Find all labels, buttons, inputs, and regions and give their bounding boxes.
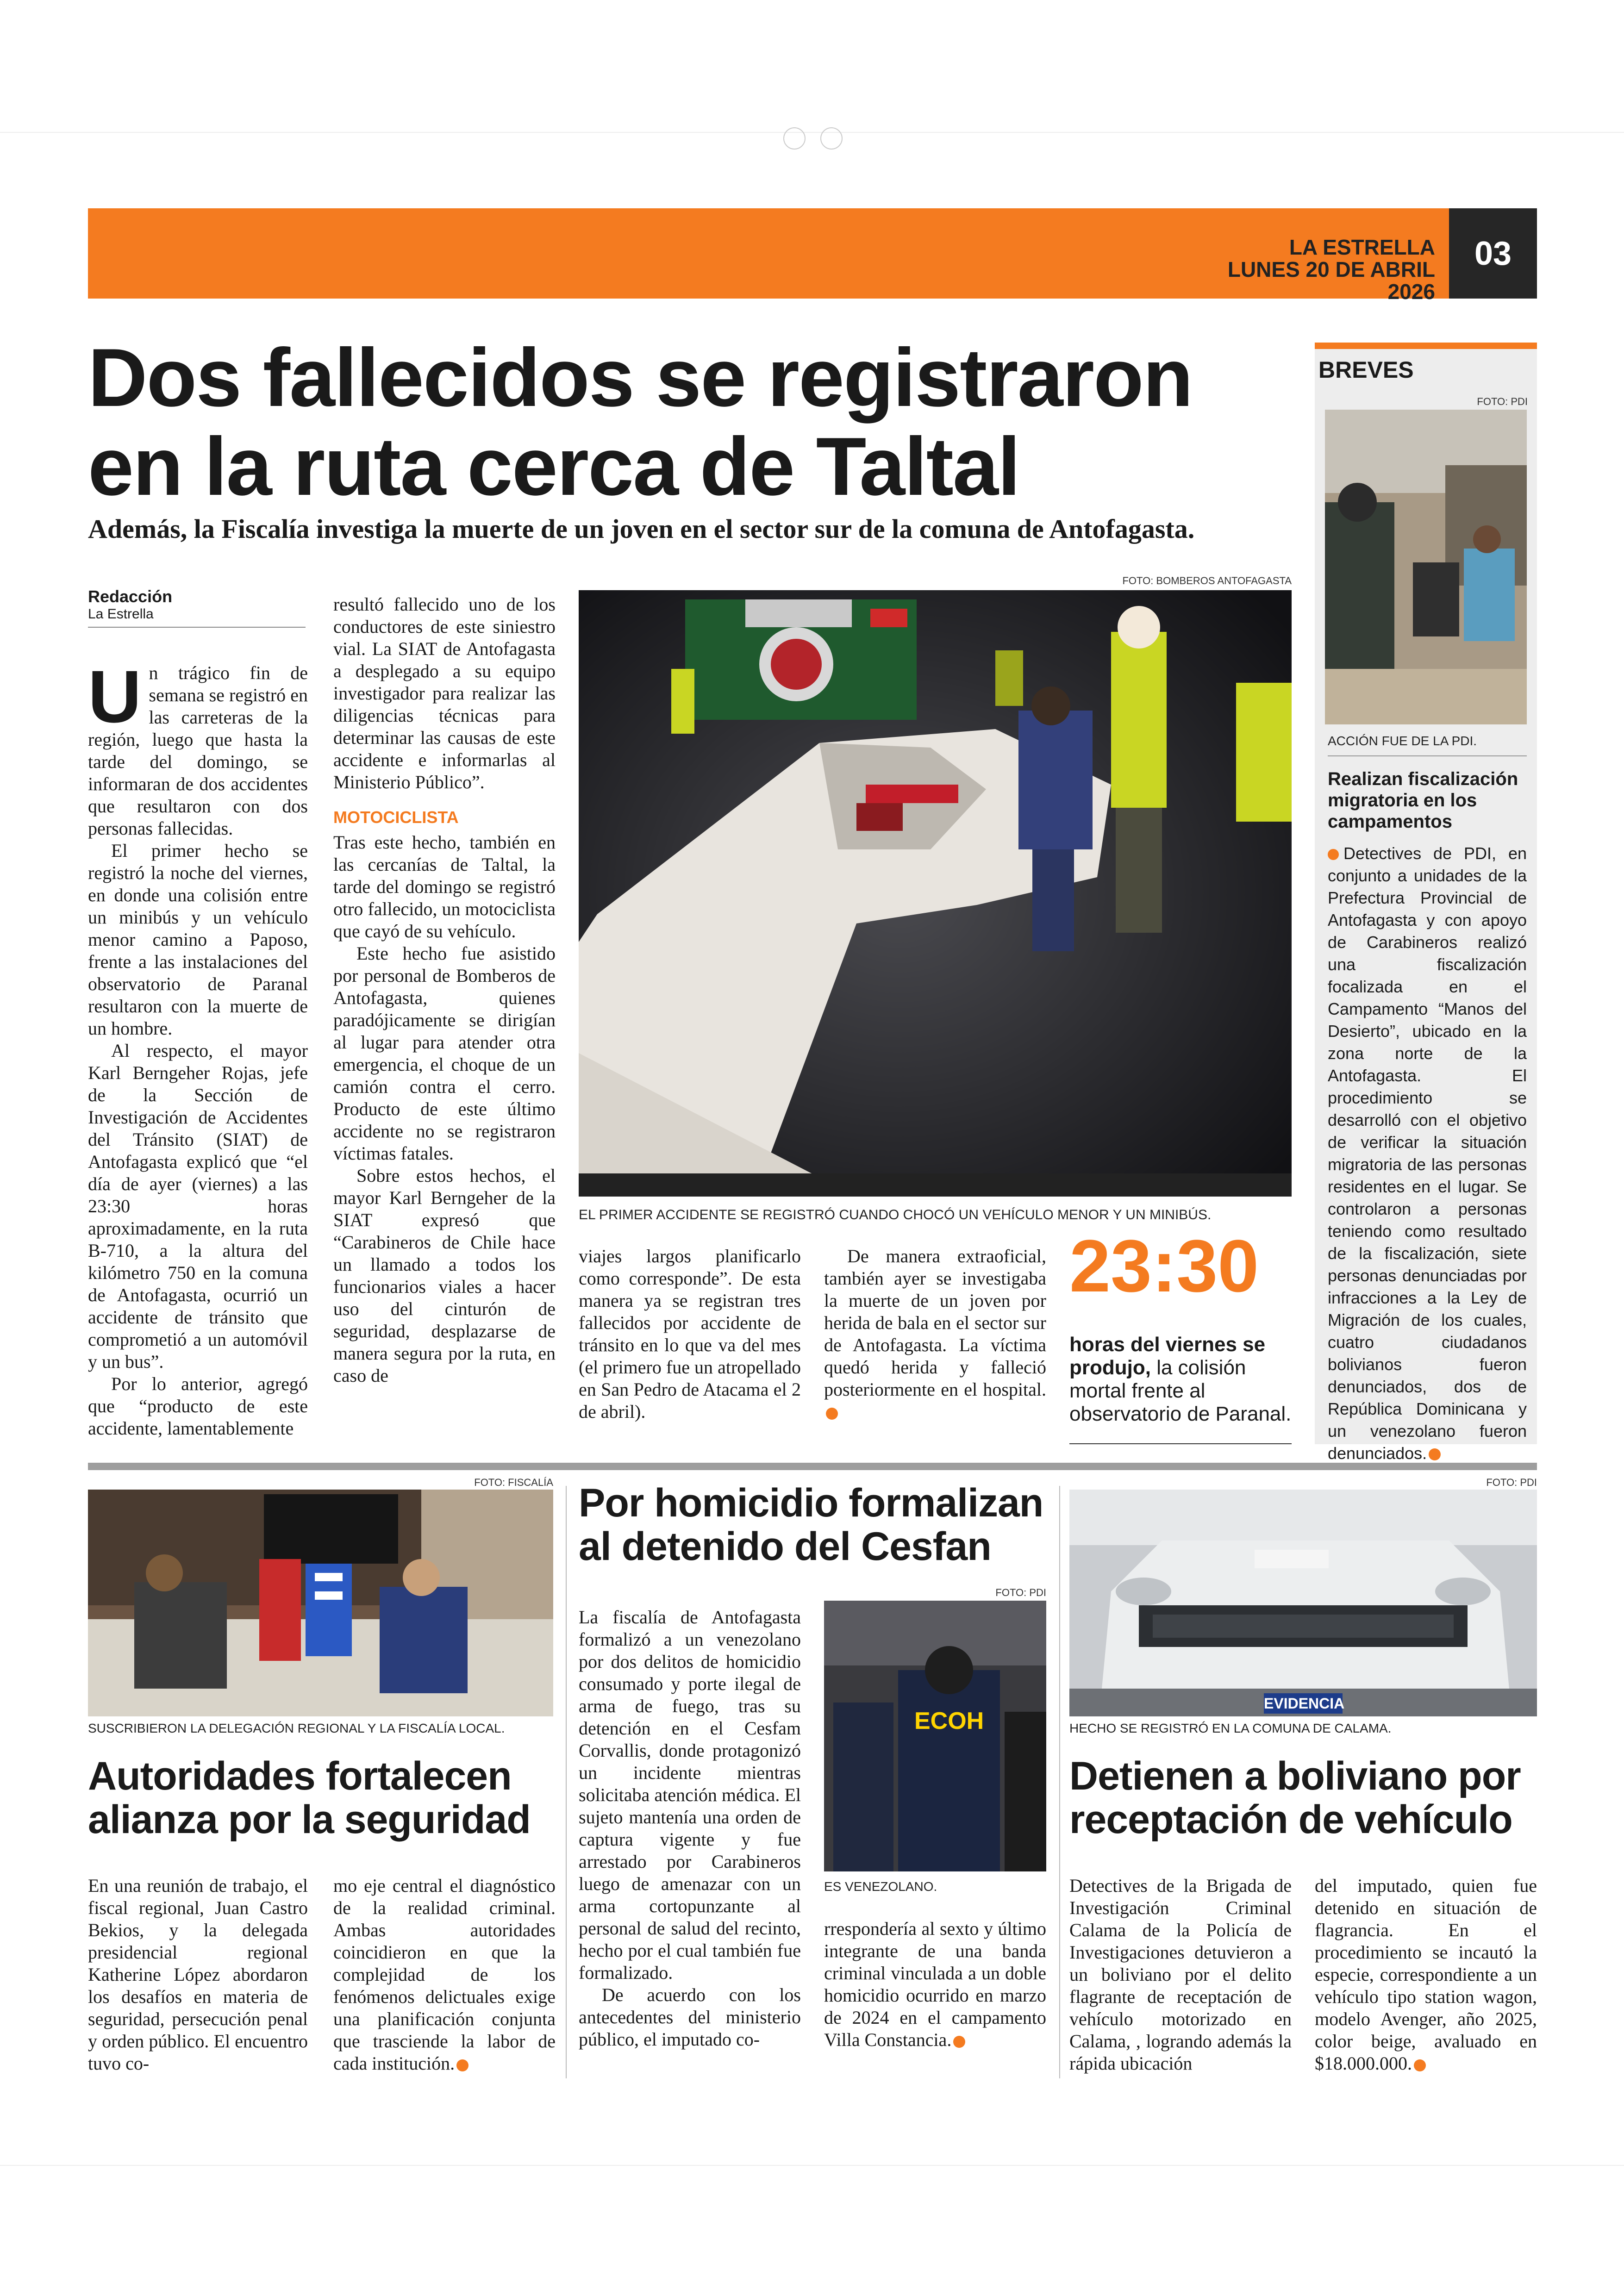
header-masthead	[1185, 236, 1435, 303]
col4-paragraph: De manera extraoficial, también ayer se investigaba la muerte de un joven por herida de bala en el sector sur de Antofagasta. La víctima quedó herida y falleció posteriormente en el hospital.	[824, 1245, 1046, 1423]
alianza-photo-credit: FOTO: FISCALÍA	[474, 1477, 553, 1488]
highlight-text: horas del viernes se produjo, la colisión mortal frente al observatorio de Paranal.	[1069, 1333, 1292, 1425]
boliviano-photo-caption: HECHO SE REGISTRÓ EN LA COMUNA DE CALAMA.	[1069, 1721, 1392, 1735]
cesfan-col-2: rrespondería al sexto y último integrante de una banda criminal vinculada a un doble homicidio ocurrido en marzo de 2024 en el campamento Villa Constancia.	[824, 1918, 1046, 2050]
end-mark-icon	[456, 2059, 468, 2071]
breves-accent-rule	[1315, 343, 1537, 349]
cesfan-photo-caption: ES VENEZOLANO.	[824, 1879, 937, 1894]
end-mark-icon	[826, 1408, 838, 1420]
cesfan-paragraph: La fiscalía de Antofagasta formalizó a un venezolano por dos delitos de homicidio consumado y porte ilegal de arma de fuego, tras su detención en el Cesfam Corvallis, donde protagonizó un incidente mientras solicitaba atención médica. El sujeto mantenía una orden de captura vigente y fue arrestado por Carabineros luego de amenazar con un arma cortopunzante al personal de salud del recinto, hecho por el cual también fue formalizado.	[579, 1607, 801, 1983]
cesfan-photo	[824, 1601, 1046, 1871]
cesfan-photo-credit: FOTO: PDI	[995, 1587, 1046, 1598]
breves-body: Detectives de PDI, en conjunto a unidades de la Prefectura Provincial de Antofagasta y con apoyo de Carabineros realizó una fiscalización focalizada en el Campamento “Manos del Desierto”, ubicado en la zona norte de la Antofagasta. El procedimiento se desarrolló con el objetivo de verificar la situación migratoria de las personas residentes en el lugar. Se controlaron a personas teniendo como resultado de la fiscalización, siete personas denunciadas por infracciones a la Ley de Migración de los cuales, cuatro ciudadanos bolivianos fueron denunciados, dos de República Dominicana y un venezolano fueron denunciados.	[1328, 844, 1527, 1463]
boliviano-col-1: Detectives de la Brigada de Investigación Criminal Calama de la Policía de Investigaciones detuvieron a un boliviano por el delito flagrante de receptación de vehículo motorizado en Calama, , logrando además la rápida ubicación	[1069, 1875, 1292, 2074]
main-article-col-4	[824, 1245, 1046, 1423]
breves-photo-caption: ACCIÓN FUE DE LA PDI.	[1328, 734, 1477, 748]
alianza-photo-caption: SUSCRIBIERON LA DELEGACIÓN REGIONAL Y LA FISCALÍA LOCAL.	[88, 1721, 505, 1735]
main-article-col-2	[333, 593, 556, 1387]
end-mark-icon	[1414, 2059, 1426, 2071]
column-rule	[1059, 1486, 1060, 2078]
breves-photo-credit: FOTO: PDI	[1477, 396, 1528, 407]
next-page-icon[interactable]	[820, 127, 843, 150]
col1-paragraph: Al respecto, el mayor Karl Berngeher Rojas, jefe de la Sección de Investigación de Accidentes del Tránsito (SIAT) de Antofagasta explicó que “el día de ayer (viernes) a las 23:30 horas aproximadamente, en la ruta B-710, a la altura del kilómetro 750 en la comuna de Antofagasta, ocurrió un accidente de tránsito que comprometió a un automóvil y un bus”.	[88, 1040, 308, 1372]
main-article-col-3	[579, 1245, 801, 1423]
alianza-headline: Autoridades fortalecen alianza por la seguridad	[88, 1754, 531, 1842]
accident-photo	[579, 590, 1292, 1197]
col2-paragraph: Tras este hecho, también en las cercanías de Taltal, la tarde del domingo se registró otro fallecido, un motociclista que cayó de su vehículo.	[333, 832, 556, 942]
alianza-col-1: En una reunión de trabajo, el fiscal regional, Juan Castro Bekios, y la delegada presidencial regional Katherine López abordaron los desafíos en materia de seguridad, persecución penal y orden público. El encuentro tuvo co-	[88, 1875, 308, 2074]
col1-paragraph: Por lo anterior, agregó que “producto de este accidente, lamentablemente	[88, 1373, 308, 1439]
byline-org: La Estrella	[88, 606, 154, 622]
vest-label: ECOH	[914, 1708, 984, 1734]
byline-name: Redacción	[88, 587, 173, 606]
alianza-photo	[88, 1490, 553, 1716]
col2-paragraph: Este hecho fue asistido por personal de Bomberos de Antofagasta, quienes paradójicamente se dirigían al lugar para atender otra emergencia, el choque de un camión contra el cerro. Producto de este último accidente no se registraron víctimas fatales.	[333, 943, 556, 1164]
paper-name: LA ESTRELLA	[1289, 235, 1435, 259]
issue-date: LUNES 20 DE ABRIL 2026	[1227, 257, 1435, 304]
main-headline: Dos fallecidos se registraron en la ruta cerca de Taltal	[88, 331, 1193, 512]
col1-first: n trágico fin de semana se registró en las carreteras de la región, luego que hasta la tarde del domingo, se informaran de dos accidentes que resultaron con dos personas fallecidas.	[88, 662, 308, 839]
prev-page-icon[interactable]	[783, 127, 806, 150]
highlight-number: 23:30	[1069, 1224, 1259, 1307]
cesfan-paragraph: De acuerdo con los antecedentes del ministerio público, el imputado co-	[579, 1984, 801, 2050]
page-number: 03	[1449, 208, 1537, 299]
boliviano-photo-credit: FOTO: PDI	[1486, 1477, 1537, 1488]
boliviano-headline: Detienen a boliviano por receptación de vehículo	[1069, 1754, 1521, 1842]
divider	[1328, 755, 1527, 756]
boliviano-photo	[1069, 1490, 1537, 1716]
main-deck: Además, la Fiscalía investiga la muerte de un joven en el sector sur de la comuna de Antofagasta.	[88, 514, 1195, 544]
col2-paragraph: resultó fallecido uno de los conductores de este siniestro vial. La SIAT de Antofagasta a desplegado a su equipo investigador para realizar las diligencias técnicas para determinar las causas de este accidente e informarlas al Ministerio Público”.	[333, 594, 556, 792]
main-photo-credit: FOTO: BOMBEROS ANTOFAGASTA	[1122, 575, 1292, 586]
breves-title: BREVES	[1318, 357, 1414, 383]
cesfan-col-1	[579, 1606, 801, 2051]
alianza-col-2: mo eje central el diagnóstico de la realidad criminal. Ambas autoridades coincidieron en que la complejidad de los fenómenos delictuales exige una planificación conjunta que trasciende la labor de cada institución.	[333, 1875, 556, 2074]
evidence-label: EVIDENCIA	[1264, 1693, 1343, 1714]
end-mark-icon	[1429, 1448, 1441, 1460]
col3-paragraph: viajes largos planificarlo como corresponde”. De esta manera ya se registran tres fallecidos por accidente de tránsito en lo que va del mes (el primero fue un atropellado en San Pedro de Atacama el 2 de abril).	[579, 1246, 801, 1422]
main-photo-caption: EL PRIMER ACCIDENTE SE REGISTRÓ CUANDO CHOCÓ UN VEHÍCULO MENOR Y UN MINIBÚS.	[579, 1207, 1212, 1222]
col2-paragraph: Sobre estos hechos, el mayor Karl Berngeher de la SIAT expresó que “Carabineros de Chile hace un llamado a todos los funcionarios viales a hacer uso del cinturón de seguridad, desplazarse de manera segura por la ruta, en caso de	[333, 1165, 556, 1386]
main-article-col-1	[88, 655, 308, 1440]
breves-headline: Realizan fiscalización migratoria en los campamentos	[1328, 769, 1518, 832]
dropcap: U	[88, 655, 142, 738]
boliviano-col-2: del imputado, quien fue detenido en situación de flagrancia. En el procedimiento se incautó la especie, correspondiente a un vehículo tipo station wagon, modelo Avenger, año 2025, color beige, avaluado en $18.000.000.	[1315, 1875, 1537, 2074]
cesfan-headline: Por homicidio formalizan al detenido del Cesfan	[579, 1481, 1043, 1569]
col1-paragraph: El primer hecho se registró la noche del viernes, en donde una colisión entre un minibús y un vehículo menor camino a Paposo, frente a las instalaciones del observatorio de Paranal resultaron con la muerte de un hombre.	[88, 840, 308, 1039]
subhead-motociclista: MOTOCICLISTA	[333, 808, 459, 827]
bullet-icon	[1328, 849, 1339, 860]
divider	[1069, 1443, 1292, 1444]
byline	[88, 587, 306, 628]
breves-photo	[1325, 410, 1527, 724]
end-mark-icon	[953, 2036, 965, 2048]
column-rule	[566, 1486, 567, 2078]
section-divider	[88, 1463, 1537, 1470]
